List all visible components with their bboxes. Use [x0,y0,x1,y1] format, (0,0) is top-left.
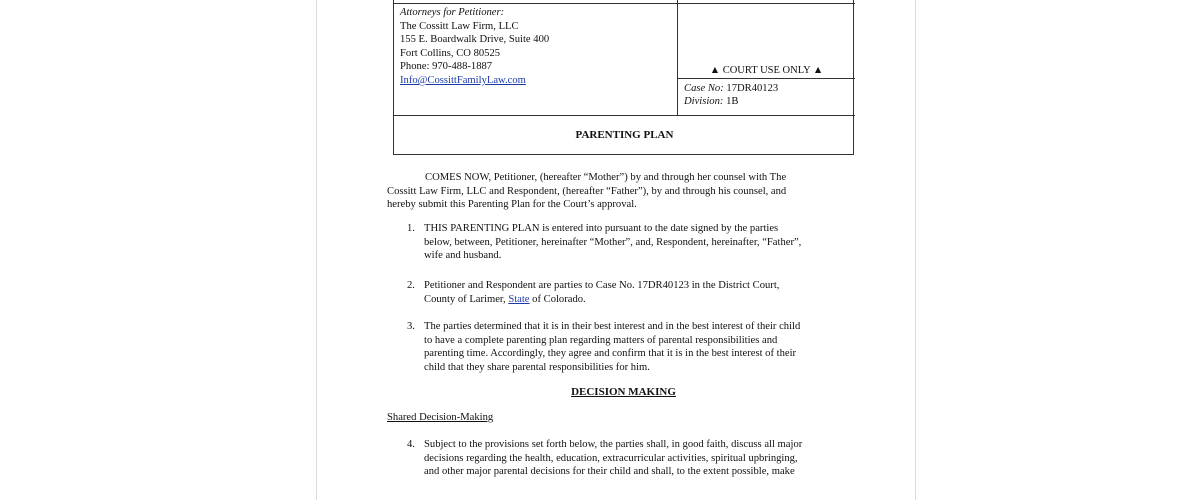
item-text: of Colorado. [529,293,586,305]
address-line-2: Fort Collins, CO 80525 [400,47,501,59]
caption-divider [394,115,855,116]
address-line-1: 155 E. Boardwalk Drive, Suite 400 [400,34,550,46]
caption-divider [678,3,855,4]
case-caption-table [393,0,854,155]
item-line: and other major parental decisions for their child and shall, to the extent possible, make [424,466,795,478]
item-line: THIS PARENTING PLAN is entered into pursuant to the date signed by the parties [424,223,779,234]
case-info [684,82,778,109]
case-no-label: Case No: [684,83,724,94]
attorney-info [400,6,549,88]
intro-paragraph [387,171,786,212]
division-label: Division: [684,96,724,108]
item-line: wife and husband. [424,250,502,262]
phone: Phone: 970-488-1887 [400,61,493,73]
item-line [424,293,779,307]
subheading: Shared Decision-Making [387,412,494,423]
item-number: 2. [407,280,415,291]
item-line: Petitioner and Respondent are parties to Case No. 17DR40123 in the District Court, [424,280,780,291]
item-number: 3. [407,321,415,332]
item-line: child that they share parental responsibilities for him. [424,361,650,373]
item-line: decisions regarding the health, education, extracurricular activities, spiritual upbringing, [424,452,798,464]
intro-line: hereby submit this Parenting Plan for the Court’s approval. [387,199,637,211]
item-number: 4. [407,439,415,450]
document-title: PARENTING PLAN [575,129,674,141]
section-heading: DECISION MAKING [571,386,676,398]
document-page [316,0,916,500]
division-value: 1B [726,96,739,108]
intro-line: COMES NOW, Petitioner, (hereafter “Mother”) by and through her counsel with The [425,172,787,183]
item-line: Subject to the provisions set forth below, the parties shall, in good faith, discuss all major [424,439,803,450]
court-use-only-label: ▲ COURT USE ONLY ▲ [678,64,855,79]
email-link[interactable]: Info@CossittFamilyLaw.com [400,74,526,86]
item-number: 1. [407,223,415,234]
item-line: to have a complete parenting plan regarding matters of parental responsibilities and [424,334,778,346]
firm-name: The Cossitt Law Firm, LLC [400,20,519,32]
state-link[interactable]: State [508,293,530,305]
item-line: below, between, Petitioner, hereinafter “Mother”, and, Respondent, hereinafter, “Father”, [424,236,802,248]
case-no-value: 17DR40123 [726,83,779,94]
attorney-role: Attorneys for Petitioner: [400,7,505,18]
item-text: County of Larimer, [424,293,509,305]
item-line: The parties determined that it is in their best interest and in the best interest of their child [424,321,801,332]
item-line: parenting time. Accordingly, they agree and confirm that it is in the best interest of their [424,348,797,360]
intro-line: Cossitt Law Firm, LLC and Respondent, (hereafter “Father”), by and through his counsel, and [387,185,787,197]
